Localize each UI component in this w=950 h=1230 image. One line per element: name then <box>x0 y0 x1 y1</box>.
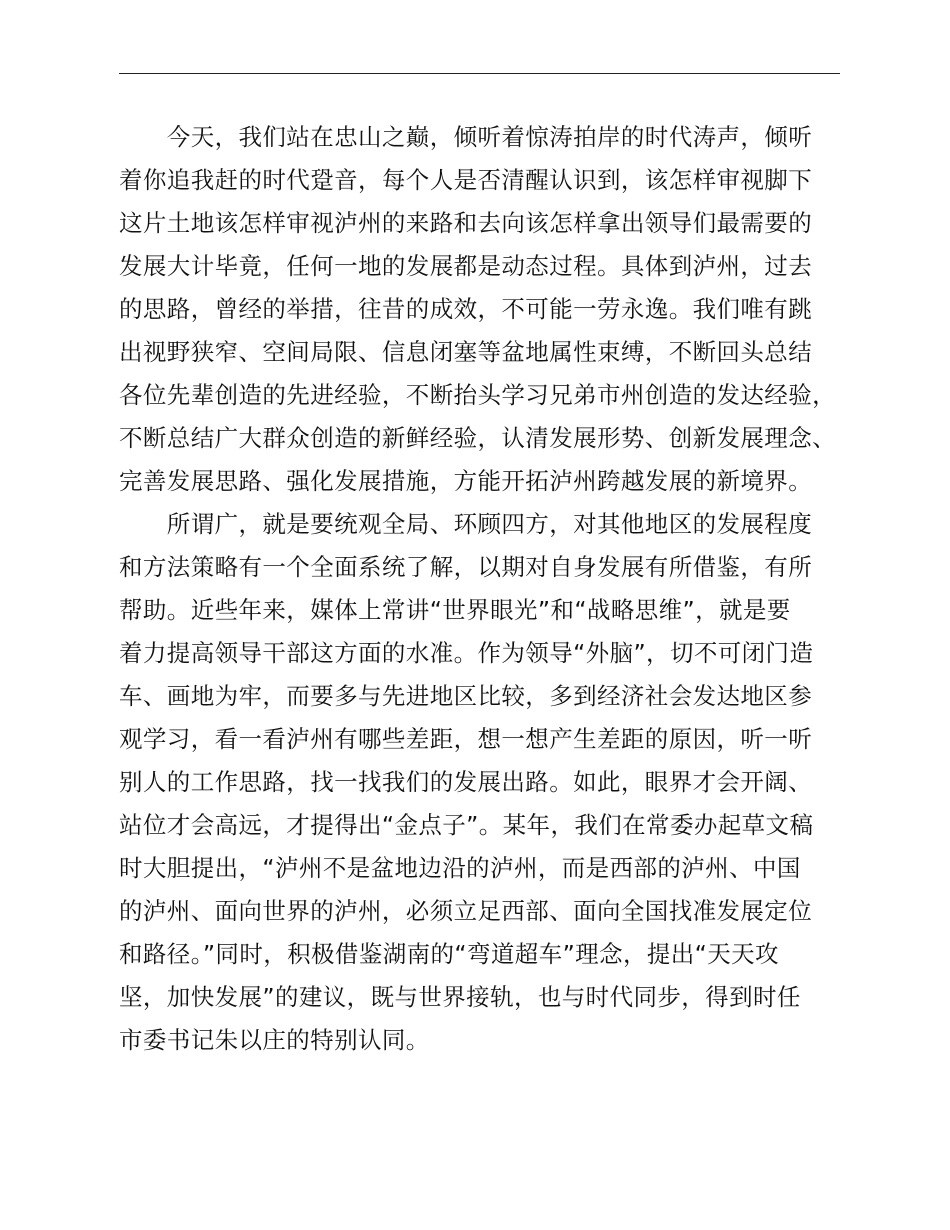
text-line: 车、画地为牢，而要多与先进地区比较，多到经济社会发达地区参 <box>119 682 813 710</box>
text-line: 各位先辈创造的先进经验，不断抬头学习兄弟市州创造的发达经验， <box>119 381 836 409</box>
text-line: 和方法策略有一个全面系统了解，以期对自身发展有所借鉴，有所 <box>119 553 813 581</box>
text-line: 完善发展思路、强化发展措施，方能开拓泸州跨越发展的新境界。 <box>119 467 813 495</box>
text-line: 这片土地该怎样审视泸州的来路和去向该怎样拿出领导们最需要的 <box>119 209 813 237</box>
text-line: 站位才会高远，才提得出“金点子”。某年，我们在常委办起草文稿 <box>119 811 814 839</box>
text-line: 所谓广，就是要统观全局、环顾四方，对其他地区的发展程度 <box>119 510 813 538</box>
text-line: 着力提高领导干部这方面的水准。作为领导“外脑”，切不可闭门造 <box>119 639 814 667</box>
text-line: 着你追我赶的时代跫音，每个人是否清醒认识到，该怎样审视脚下 <box>119 166 813 194</box>
text-line: 今天，我们站在忠山之巅，倾听着惊涛拍岸的时代涛声，倾听 <box>119 123 813 151</box>
text-line: 出视野狭窄、空间局限、信息闭塞等盆地属性束缚，不断回头总结 <box>119 338 813 366</box>
text-line: 市委书记朱以庄的特别认同。 <box>119 1026 430 1054</box>
text-line: 帮助。近些年来，媒体上常讲“世界眼光”和“战略思维”，就是要 <box>119 596 791 624</box>
header-rule <box>119 73 840 74</box>
text-line: 的泸州、面向世界的泸州，必须立足西部、面向全国找准发展定位 <box>119 897 813 925</box>
text-line: 坚，加快发展”的建议，既与世界接轨，也与时代同步，得到时任 <box>119 983 801 1011</box>
text-line: 的思路，曾经的举措，往昔的成效，不可能一劳永逸。我们唯有跳 <box>119 295 813 323</box>
text-line: 和路径。”同时，积极借鉴湖南的“弯道超车”理念，提出“天天攻 <box>119 940 779 968</box>
text-line: 不断总结广大群众创造的新鲜经验，认清发展形势、创新发展理念、 <box>119 424 836 452</box>
text-line: 发展大计毕竟，任何一地的发展都是动态过程。具体到泸州，过去 <box>119 252 813 280</box>
text-line: 时大胆提出，“泸州不是盆地边沿的泸州，而是西部的泸州、中国 <box>119 854 801 882</box>
text-line: 观学习，看一看泸州有哪些差距，想一想产生差距的原因，听一听 <box>119 725 813 753</box>
text-line: 别人的工作思路，找一找我们的发展出路。如此，眼界才会开阔、 <box>119 768 813 796</box>
